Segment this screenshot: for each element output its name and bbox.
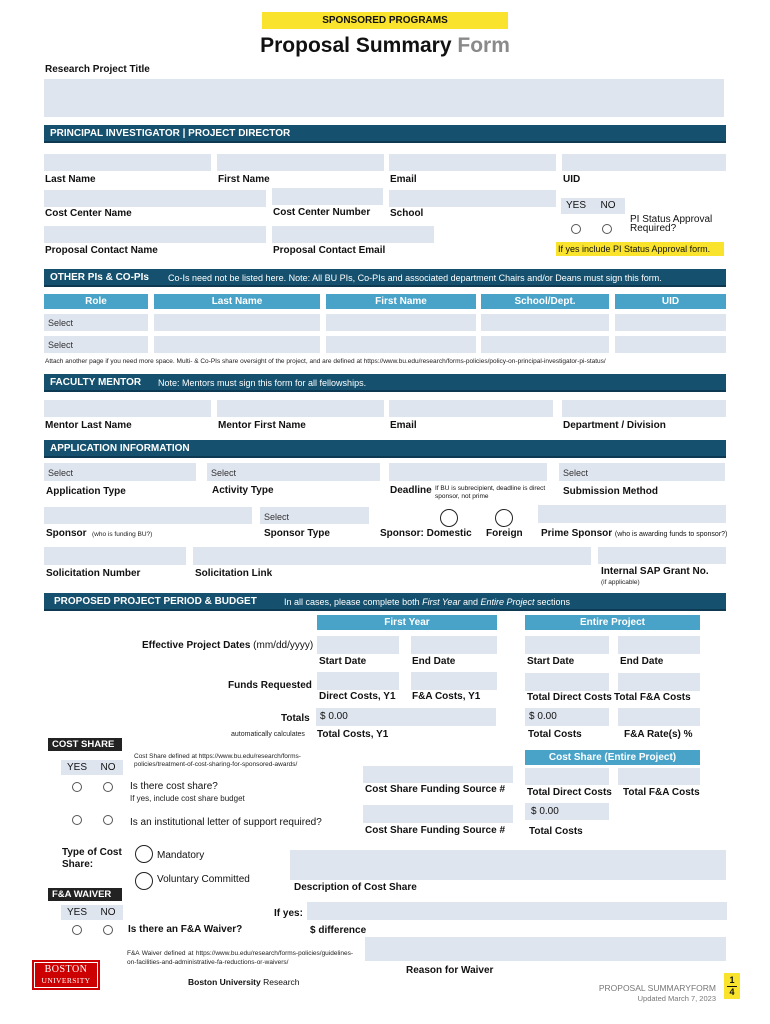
row1-last-name[interactable] [154, 314, 320, 331]
total-costs-y1-label: Total Costs, Y1 [317, 729, 389, 740]
pi-last-name-input[interactable] [44, 154, 211, 171]
internal-sap-label: Internal SAP Grant No. [601, 566, 709, 577]
mentor-email-input[interactable] [389, 400, 553, 417]
row2-select-text: Select [48, 340, 74, 350]
sponsor-domestic-radio[interactable] [440, 509, 458, 527]
pi-first-name-label: First Name [218, 174, 270, 185]
fa-waiver-yes-label: YES [66, 907, 87, 918]
sponsor-type-select-text: Select [264, 512, 290, 522]
total-fa-costs-input[interactable] [618, 673, 700, 691]
fa-waiver-if-yes: If yes: [274, 908, 303, 919]
budget-note-entire: Entire Project [480, 597, 535, 607]
bu-research-bold: Boston University [188, 977, 261, 987]
budget-note-post: sections [534, 597, 571, 607]
attach-note: Attach another page if you need more space. Multi- & Co-PIs share oversight of the project, and are defined at https://www.bu.edu/research/forms-policies/policy-on-principal-investigator-pi-status/ [45, 358, 606, 365]
proposal-contact-email-label: Proposal Contact Email [273, 245, 386, 256]
ep-start-date-input[interactable] [525, 636, 609, 654]
ep-end-date-label: End Date [620, 656, 664, 667]
funds-requested-label: Funds Requested [228, 680, 312, 691]
mentor-department-input[interactable] [562, 400, 726, 417]
total-costs-amount: $ 0.00 [529, 711, 557, 722]
row2-uid[interactable] [615, 336, 726, 353]
cost-share-description-label: Description of Cost Share [294, 882, 417, 893]
row1-school-dept[interactable] [481, 314, 609, 331]
submission-method-label: Submission Method [563, 486, 658, 497]
activity-type-label: Activity Type [212, 485, 274, 496]
fy-start-date-label: Start Date [319, 656, 367, 667]
submission-method-select-text: Select [563, 468, 589, 478]
bu-logo-line2: UNIVERSITY [41, 976, 91, 985]
cs-total-costs-amount: $ 0.00 [531, 806, 559, 817]
cost-center-number-input[interactable] [272, 188, 383, 205]
pi-status-yes-radio[interactable] [571, 224, 581, 234]
solicitation-link-input[interactable] [193, 547, 591, 565]
pi-yes-label: YES [565, 200, 586, 211]
pi-last-name-label: Last Name [45, 174, 96, 185]
solicitation-number-label: Solicitation Number [46, 568, 141, 579]
cost-center-name-input[interactable] [44, 190, 266, 207]
banner: SPONSORED PROGRAMS [262, 12, 508, 29]
letter-support-no-radio[interactable] [103, 815, 113, 825]
cost-share-funding-source-1-label: Cost Share Funding Source # [365, 784, 506, 795]
pi-no-label: NO [600, 200, 616, 211]
pi-status-no-radio[interactable] [602, 224, 612, 234]
col-school-dept: School/Dept. [481, 294, 609, 309]
cost-center-number-label: Cost Center Number [273, 207, 371, 218]
proposal-contact-name-input[interactable] [44, 226, 266, 243]
bu-research-text: Research [263, 977, 300, 987]
activity-type-select-text: Select [211, 468, 237, 478]
cost-share-bar: COST SHARE [48, 738, 122, 751]
prime-sponsor-note: (who is awarding funds to sponsor?) [614, 531, 728, 538]
voluntary-label: Voluntary Committed [157, 874, 250, 885]
footer-updated: Updated March 7, 2023 [637, 994, 716, 1003]
application-type-select-text: Select [48, 468, 74, 478]
internal-sap-input[interactable] [598, 547, 726, 564]
pi-status-label: PI Status Approval Required? [630, 214, 713, 234]
pi-email-label: Email [390, 174, 417, 185]
cost-share-description-input[interactable] [290, 850, 726, 880]
footer-form-name: PROPOSAL SUMMARYFORM [598, 983, 716, 993]
cost-share-entire-header: Cost Share (Entire Project) [525, 750, 700, 765]
row2-first-name[interactable] [326, 336, 476, 353]
title-accent: Form [457, 34, 510, 57]
page-number-box [724, 973, 740, 999]
direct-costs-y1-label: Direct Costs, Y1 [319, 691, 396, 702]
proposal-contact-email-input[interactable] [272, 226, 434, 243]
auto-calc-note: automatically calculates [231, 731, 305, 738]
row1-select-text: Select [48, 318, 74, 328]
mentor-heading: FACULTY MENTOR [50, 377, 142, 388]
solicitation-link-label: Solicitation Link [195, 568, 273, 579]
col-uid: UID [615, 294, 726, 309]
mentor-last-name-label: Mentor Last Name [45, 420, 132, 431]
fa-waiver-bar: F&A WAIVER [48, 888, 122, 901]
col-role: Role [44, 294, 148, 309]
budget-note-mid: and [460, 597, 481, 607]
budget-note-first-year: First Year [422, 597, 461, 607]
bu-logo-line1: BOSTON [44, 964, 88, 975]
pi-section-bar [44, 125, 726, 143]
prime-sponsor-input[interactable] [538, 505, 726, 523]
cost-share-no-radio[interactable] [103, 782, 113, 792]
cost-share-funding-source-1[interactable] [363, 766, 513, 783]
mandatory-label: Mandatory [157, 850, 205, 861]
cost-share-yes-label: YES [66, 762, 87, 773]
fa-costs-y1-input[interactable] [411, 672, 497, 690]
total-direct-costs-label: Total Direct Costs [527, 692, 612, 703]
sponsor-input[interactable] [44, 507, 252, 524]
sponsor-label: Sponsor [46, 528, 87, 539]
budget-heading: PROPOSED PROJECT PERIOD & BUDGET [54, 596, 257, 607]
total-costs-label: Total Costs [528, 729, 582, 740]
mentor-department-label: Department / Division [563, 420, 666, 431]
pi-uid-input[interactable] [562, 154, 726, 171]
pi-first-name-input[interactable] [217, 154, 384, 171]
title-main: Proposal Summary [260, 34, 452, 57]
cs-total-direct-input[interactable] [525, 768, 609, 785]
cs-total-costs-label: Total Costs [529, 826, 583, 837]
sponsor-type-label: Sponsor Type [264, 528, 330, 539]
mandatory-radio[interactable] [135, 845, 153, 863]
deadline-label: Deadline [390, 485, 432, 496]
effective-dates-label [142, 640, 313, 651]
research-title-label: Research Project Title [45, 64, 150, 75]
cost-share-yes-radio[interactable] [72, 782, 82, 792]
fy-end-date-input[interactable] [411, 636, 497, 654]
bu-logo [32, 960, 100, 990]
date-format-text: (mm/dd/yyyy) [253, 640, 314, 651]
budget-note-pre: In all cases, please complete both [284, 597, 423, 607]
cs-total-fa-input[interactable] [618, 768, 700, 785]
fa-difference-input[interactable] [307, 902, 727, 920]
waiver-reason-input[interactable] [365, 937, 726, 961]
application-type-label: Application Type [46, 486, 126, 497]
other-pis-heading: OTHER PIs & CO-PIs [50, 272, 149, 283]
totals-label: Totals [281, 713, 310, 724]
cs-total-direct-label: Total Direct Costs [527, 787, 612, 798]
cs-total-fa-label: Total F&A Costs [623, 787, 700, 798]
row1-first-name[interactable] [326, 314, 476, 331]
cost-share-no-label: NO [100, 762, 116, 773]
cost-center-name-label: Cost Center Name [45, 208, 132, 219]
total-y1-amount: $ 0.00 [320, 711, 348, 722]
approval-note: If yes include PI Status Approval form. [556, 242, 724, 256]
bu-logo-inner [34, 962, 98, 988]
cost-share-funding-source-2[interactable] [363, 805, 513, 823]
fa-waiver-no-label: NO [100, 907, 116, 918]
col-last-name: Last Name [154, 294, 320, 309]
voluntary-radio[interactable] [135, 872, 153, 890]
row1-uid[interactable] [615, 314, 726, 331]
application-bar [44, 440, 726, 458]
cost-share-q1: Is there cost share? [130, 781, 218, 792]
research-title-input[interactable] [44, 79, 724, 117]
budget-note [284, 597, 570, 607]
cost-share-q1-note: If yes, include cost share budget [130, 794, 245, 803]
ep-start-date-label: Start Date [527, 656, 575, 667]
mentor-note: Note: Mentors must sign this form for all fellowships. [158, 378, 367, 388]
solicitation-number-input[interactable] [44, 547, 186, 565]
entire-project-header: Entire Project [525, 615, 700, 630]
ep-end-date-input[interactable] [618, 636, 700, 654]
prime-sponsor-text: Prime Sponsor [541, 528, 613, 539]
fa-costs-y1-label: F&A Costs, Y1 [412, 691, 481, 702]
type-of-cost-share-label: Type of Cost Share: [62, 847, 122, 870]
fa-waiver-definition: F&A Waiver defined at https://www.bu.edu/research/forms-policies/guidelines-on-facilities-and-administrative-fa-reductions-or-waivers/ [127, 950, 353, 966]
pi-heading: PRINCIPAL INVESTIGATOR | PROJECT DIRECTOR [50, 128, 291, 139]
page-total: 4 [729, 987, 735, 997]
total-direct-costs-input[interactable] [525, 673, 609, 691]
letter-support-yes-radio[interactable] [72, 815, 82, 825]
cost-share-q2: Is an institutional letter of support required? [130, 817, 322, 828]
proposal-contact-name-label: Proposal Contact Name [45, 245, 158, 256]
row2-last-name[interactable] [154, 336, 320, 353]
sponsor-domestic-label: Sponsor: Domestic [380, 528, 472, 539]
mentor-email-label: Email [390, 420, 417, 431]
budget-bar [44, 593, 726, 611]
bu-research-mark [188, 977, 300, 987]
fa-waiver-yes-radio[interactable] [72, 925, 82, 935]
school-label: School [390, 208, 424, 219]
cost-share-funding-source-2-label: Cost Share Funding Source # [365, 825, 506, 836]
direct-costs-y1-input[interactable] [317, 672, 399, 690]
total-fa-costs-label: Total F&A Costs [614, 692, 691, 703]
mentor-last-name-input[interactable] [44, 400, 211, 417]
row2-school-dept[interactable] [481, 336, 609, 353]
other-pis-note: Co-Is need not be listed here. Note: All BU PIs, Co-PIs and associated department Chairs and/or Deans must sign this form. [168, 273, 662, 283]
application-heading: APPLICATION INFORMATION [50, 443, 190, 454]
fa-rate-label: F&A Rate(s) % [624, 729, 693, 740]
mentor-first-name-label: Mentor First Name [218, 420, 306, 431]
sponsor-foreign-radio[interactable] [495, 509, 513, 527]
prime-sponsor-label [541, 528, 727, 539]
sponsor-note: (who is funding BU?) [92, 531, 153, 538]
if-applicable-label: (if applicable) [601, 579, 640, 586]
fy-end-date-label: End Date [412, 656, 456, 667]
deadline-input[interactable] [389, 463, 547, 481]
mentor-bar [44, 374, 726, 392]
other-pis-bar [44, 269, 726, 287]
deadline-note: If BU is subrecipient, deadline is direct sponsor, not prime [435, 485, 546, 500]
effective-dates-text: Effective Project Dates [142, 640, 251, 651]
school-input[interactable] [389, 190, 556, 207]
sponsor-foreign-label: Foreign [486, 528, 523, 539]
pi-email-input[interactable] [389, 154, 556, 171]
fa-difference-label: $ difference [310, 925, 367, 936]
fa-waiver-no-radio[interactable] [103, 925, 113, 935]
pi-uid-label: UID [563, 174, 581, 185]
mentor-first-name-input[interactable] [217, 400, 384, 417]
first-year-header: First Year [317, 615, 497, 630]
page-title [0, 34, 770, 58]
fy-start-date-input[interactable] [317, 636, 399, 654]
fa-waiver-question: Is there an F&A Waiver? [128, 924, 243, 935]
col-first-name: First Name [326, 294, 476, 309]
waiver-reason-label: Reason for Waiver [406, 965, 494, 976]
fa-rate-input[interactable] [618, 708, 700, 726]
page-number: 1 [729, 975, 735, 985]
cost-share-definition: Cost Share defined at https://www.bu.edu/research/forms-policies/treatment-of-cost-sharing-for-sponsored-awards/ [134, 753, 301, 768]
